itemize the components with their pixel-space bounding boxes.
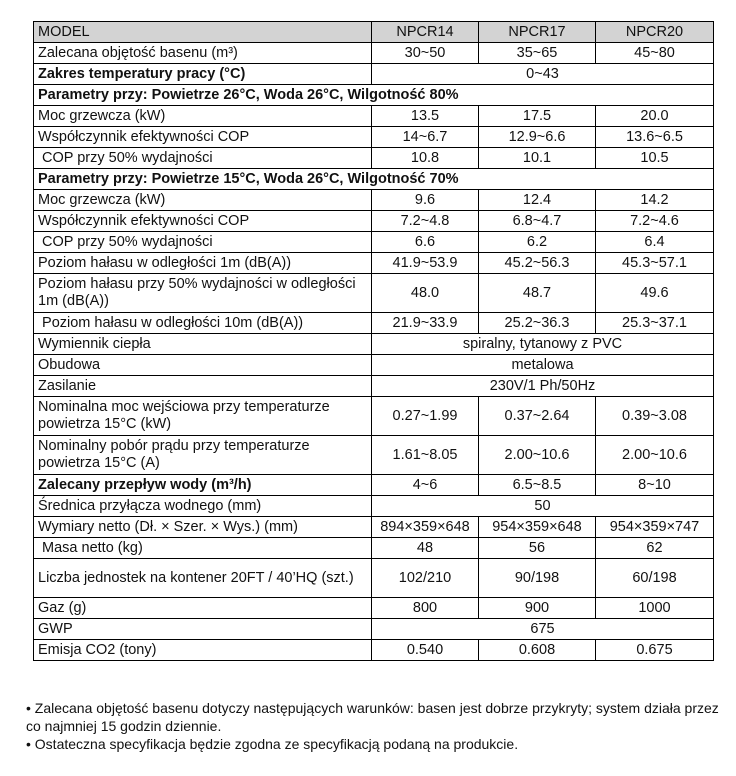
row-label: Zasilanie — [34, 376, 372, 397]
row-value: 800 — [372, 598, 479, 619]
table-row — [34, 211, 714, 232]
table-row — [34, 334, 714, 355]
row-label: Współczynnik efektywności COP — [34, 211, 372, 232]
table-row — [34, 496, 714, 517]
row-value: 4~6 — [372, 475, 479, 496]
row-label: Średnica przyłącza wodnego (mm) — [34, 496, 372, 517]
row-value: 60/198 — [596, 559, 714, 598]
row-value: 13.6~6.5 — [596, 127, 714, 148]
footnotes — [26, 699, 726, 753]
model-header: MODEL — [34, 22, 372, 43]
row-label: Obudowa — [34, 355, 372, 376]
table-row — [34, 274, 714, 313]
row-value: 954×359×648 — [479, 517, 596, 538]
table-row — [34, 538, 714, 559]
row-label: Moc grzewcza (kW) — [34, 190, 372, 211]
table-row — [34, 559, 714, 598]
row-value: 1000 — [596, 598, 714, 619]
row-value: 56 — [479, 538, 596, 559]
row-value: 1.61~8.05 — [372, 436, 479, 475]
section-title: Parametry przy: Powietrze 15°C, Woda 26°C, Wilgotność 70% — [34, 169, 714, 190]
table-row — [34, 355, 714, 376]
row-value: 49.6 — [596, 274, 714, 313]
row-value: 0.540 — [372, 640, 479, 661]
section-row — [34, 169, 714, 190]
table-row — [34, 190, 714, 211]
row-value: 45.2~56.3 — [479, 253, 596, 274]
row-value: 8~10 — [596, 475, 714, 496]
row-label: Zakres temperatury pracy (°C) — [34, 64, 372, 85]
row-value: 6.5~8.5 — [479, 475, 596, 496]
table-row — [34, 313, 714, 334]
table-row — [34, 598, 714, 619]
row-label: Poziom hałasu przy 50% wydajności w odległości 1m (dB(A)) — [34, 274, 372, 313]
row-value: 12.4 — [479, 190, 596, 211]
model-npcr17: NPCR17 — [479, 22, 596, 43]
row-value: 25.2~36.3 — [479, 313, 596, 334]
row-label: Wymiary netto (Dł. × Szer. × Wys.) (mm) — [34, 517, 372, 538]
table-row — [34, 64, 714, 85]
row-label: Zalecany przepływ wody (m³/h) — [34, 475, 372, 496]
row-value: 30~50 — [372, 43, 479, 64]
row-value: 900 — [479, 598, 596, 619]
table-row — [34, 376, 714, 397]
section-title: Parametry przy: Powietrze 26°C, Woda 26°C, Wilgotność 80% — [34, 85, 714, 106]
row-value: 102/210 — [372, 559, 479, 598]
row-value: 9.6 — [372, 190, 479, 211]
section-row — [34, 85, 714, 106]
table-row — [34, 619, 714, 640]
row-label: COP przy 50% wydajności — [34, 148, 372, 169]
row-value-all-models: 675 — [372, 619, 714, 640]
row-label: Wymiennik ciepła — [34, 334, 372, 355]
row-label: Nominalny pobór prądu przy temperaturze powietrza 15°C (A) — [34, 436, 372, 475]
row-value: 14~6.7 — [372, 127, 479, 148]
row-value: 2.00~10.6 — [479, 436, 596, 475]
row-value: 62 — [596, 538, 714, 559]
row-value: 6.2 — [479, 232, 596, 253]
row-value-all-models: metalowa — [372, 355, 714, 376]
row-label: Masa netto (kg) — [34, 538, 372, 559]
row-value: 90/198 — [479, 559, 596, 598]
table-row — [34, 253, 714, 274]
row-label: GWP — [34, 619, 372, 640]
table-row — [34, 127, 714, 148]
row-label: Moc grzewcza (kW) — [34, 106, 372, 127]
table-row — [34, 397, 714, 436]
row-value: 21.9~33.9 — [372, 313, 479, 334]
row-value: 25.3~37.1 — [596, 313, 714, 334]
row-value: 0.37~2.64 — [479, 397, 596, 436]
model-npcr14: NPCR14 — [372, 22, 479, 43]
row-label: Liczba jednostek na kontener 20FT / 40’HQ (szt.) — [34, 559, 372, 598]
header-row — [34, 22, 714, 43]
row-value: 48 — [372, 538, 479, 559]
row-label: Współczynnik efektywności COP — [34, 127, 372, 148]
row-label: Emisja CO2 (tony) — [34, 640, 372, 661]
row-value: 894×359×648 — [372, 517, 479, 538]
row-value: 0.675 — [596, 640, 714, 661]
row-value: 0.27~1.99 — [372, 397, 479, 436]
row-value: 6.6 — [372, 232, 479, 253]
row-value-all-models: spiralny, tytanowy z PVC — [372, 334, 714, 355]
row-value: 45~80 — [596, 43, 714, 64]
row-value: 35~65 — [479, 43, 596, 64]
row-value: 20.0 — [596, 106, 714, 127]
row-value: 41.9~53.9 — [372, 253, 479, 274]
table-row — [34, 475, 714, 496]
row-value: 2.00~10.6 — [596, 436, 714, 475]
row-value: 17.5 — [479, 106, 596, 127]
model-npcr20: NPCR20 — [596, 22, 714, 43]
row-value: 6.4 — [596, 232, 714, 253]
footnote-1: • Zalecana objętość basenu dotyczy następujących warunków: basen jest dobrze przykryty; system działa przez co najmniej 15 godzin dziennie. — [26, 700, 719, 734]
row-label: Gaz (g) — [34, 598, 372, 619]
row-label: COP przy 50% wydajności — [34, 232, 372, 253]
spec-table — [33, 21, 714, 661]
table-row — [34, 43, 714, 64]
row-value: 0.39~3.08 — [596, 397, 714, 436]
row-value: 48.7 — [479, 274, 596, 313]
row-value: 45.3~57.1 — [596, 253, 714, 274]
row-label: Poziom hałasu w odległości 1m (dB(A)) — [34, 253, 372, 274]
row-value-all-models: 0~43 — [372, 64, 714, 85]
row-value: 10.5 — [596, 148, 714, 169]
row-label: Poziom hałasu w odległości 10m (dB(A)) — [34, 313, 372, 334]
row-value: 13.5 — [372, 106, 479, 127]
row-value: 14.2 — [596, 190, 714, 211]
row-label: Nominalna moc wejściowa przy temperaturze powietrza 15°C (kW) — [34, 397, 372, 436]
table-row — [34, 517, 714, 538]
row-value: 12.9~6.6 — [479, 127, 596, 148]
row-value-all-models: 230V/1 Ph/50Hz — [372, 376, 714, 397]
table-row — [34, 640, 714, 661]
row-label: Zalecana objętość basenu (m³) — [34, 43, 372, 64]
row-value: 7.2~4.8 — [372, 211, 479, 232]
row-value-all-models: 50 — [372, 496, 714, 517]
row-value: 10.8 — [372, 148, 479, 169]
row-value: 48.0 — [372, 274, 479, 313]
footnote-2: • Ostateczna specyfikacja będzie zgodna ze specyfikacją podaną na produkcie. — [26, 736, 519, 752]
row-value: 10.1 — [479, 148, 596, 169]
row-value: 7.2~4.6 — [596, 211, 714, 232]
row-value: 6.8~4.7 — [479, 211, 596, 232]
table-row — [34, 148, 714, 169]
table-row — [34, 232, 714, 253]
row-value: 0.608 — [479, 640, 596, 661]
row-value: 954×359×747 — [596, 517, 714, 538]
table-row — [34, 106, 714, 127]
table-row — [34, 436, 714, 475]
